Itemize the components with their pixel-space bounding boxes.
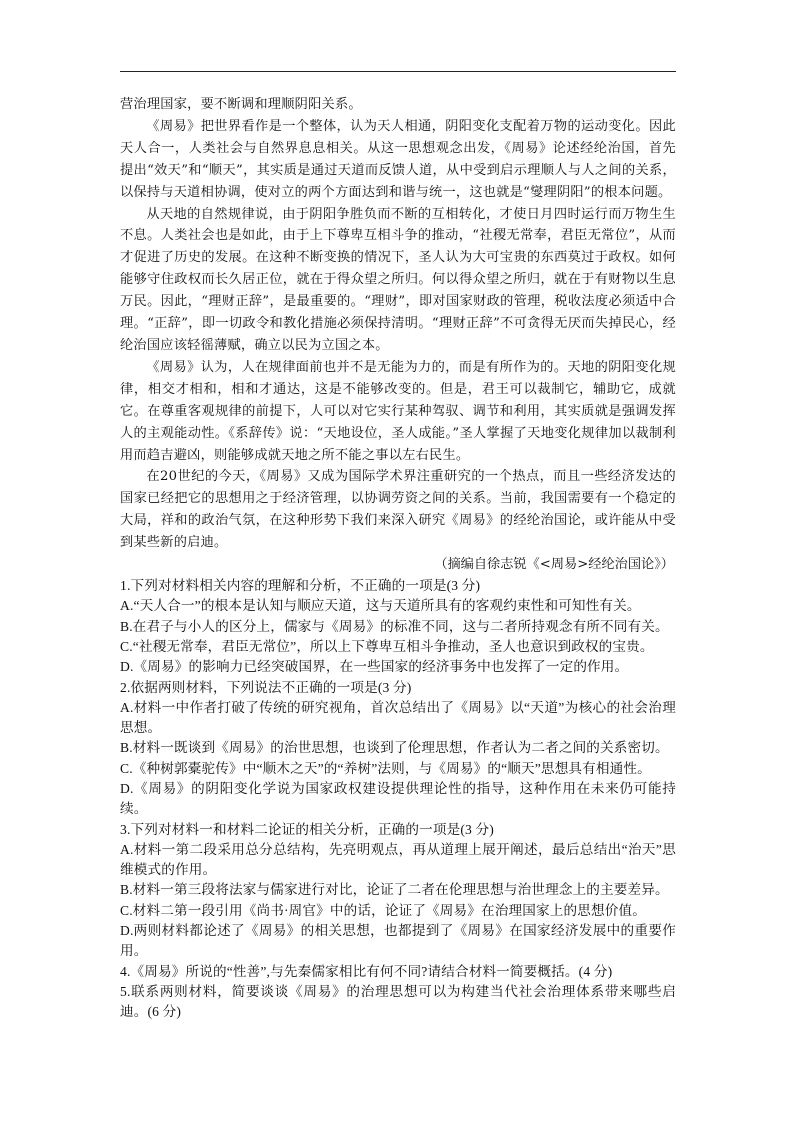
- question-list: [120, 576, 676, 1023]
- question-1-option-b: B.在君子与小人的区分上，儒家与《周易》的标准不同，这与二者所持观念有所不同有关。: [120, 618, 669, 634]
- passage-paragraph: 《周易》认为，人在规律面前也并不是无能为力的，而是有所作为的。天地的阴阳变化规律，相交才相和，相和才通达，这是不能够改变的。但是，君王可以裁制它，辅助它，成就它。在尊重客观规律的前提下，人可以对它实行某种驾驭、调节和利用，其实质就是强调发挥人的主观能动性。《系辞传》说：“天地设位，圣人成能。”圣人掌握了天地变化规律加以裁制利用而趋吉避凶，则能够成就天地之所不能之事以左右民生。: [120, 359, 676, 463]
- question-1-stem: 1.下列对材料相关内容的理解和分析，不正确的一项是(3 分): [120, 578, 481, 594]
- question-4: 4.《周易》所说的“性善”,与先秦儒家相比有何不同?请结合材料一简要概括。(4 分): [120, 963, 613, 979]
- question-3-stem: 3.下列对材料一和材料二论证的相关分析，正确的一项是(3 分): [120, 821, 494, 837]
- question-2-stem: 2.依据两则材料，下列说法不正确的一项是(3 分): [120, 679, 412, 695]
- question-2-option-c: C.《种树郭橐驼传》中“顺木之天”的“养树”法则，与《周易》的“顺天”思想具有相通性。: [120, 760, 651, 776]
- question-1-option-d: D.《周易》的影响力已经突破国界，在一些国家的经济事务中也发挥了一定的作用。: [120, 659, 629, 675]
- question-2-option-d: D.《周易》的阴阳变化学说为国家政权建设提供理论性的指导，这种作用在未来仍可能持续。: [120, 781, 676, 817]
- source-citation: （摘编自徐志锐《<周易>经纶治国论》）: [434, 557, 674, 573]
- passage-paragraph: 《周易》把世界看作是一个整体，认为天人相通，阴阳变化支配着万物的运动变化。因此天人合一，人类社会与自然界息息相关。从这一思想观念出发，《周易》论述经纶治国，首先提出“效天”和“顺天”，其实质是通过天道而反馈人道，从中受到启示理顺人与人之间的关系，以保持与天道相协调，使对立的两个方面达到和谐与统一，这也就是“燮理阴阳”的根本问题。: [120, 118, 676, 200]
- question-3-option-a: A.材料一第二段采用总分总结构，先亮明观点，再从道理上展开阐述，最后总结出“治天”思维模式的作用。: [120, 841, 676, 878]
- question-3-option-b: B.材料一第三段将法家与儒家进行对比，论证了二者在伦理思想与治世理念上的主要差异。: [120, 882, 669, 898]
- question-2-option-a: A.材料一中作者打破了传统的研究视角，首次总结出了《周易》以“天道”为核心的社会治理思想。: [120, 699, 676, 736]
- passage-paragraph: 营治理国家，要不断调和理顺阴阳关系。: [120, 97, 362, 112]
- passage-paragraph: 从天地的自然规律说，由于阴阳争胜负而不断的互相转化，才使日月四时运行而万物生生不息。人类社会也是如此，由于上下尊卑互相斗争的推动，“社稷无常奉，君臣无常位”，从而才促进了历史的发展。在这种不断变换的情况下，圣人认为大可宝贵的东西莫过于政权。如何能够守住政权而长久居正位，就在于得众望之所归。何以得众望之所归，就在于有财物以生息万民。因此，“理财正辞”，是最重要的。“理财”，即对国家财政的管理，税收法度必须适中合理。“正辞”，即一切政令和教化措施必须保持清明。“理财正辞”不可贪得无厌而失掉民心，经纶治国应该轻徭薄赋，确立以民为立国之本。: [120, 206, 676, 353]
- question-1-option-c: C.“社稷无常奉，君臣无常位”，所以上下尊卑互相斗争推动，圣人也意识到政权的宝贵。: [120, 638, 654, 654]
- question-2-option-b: B.材料一既谈到《周易》的治世思想，也谈到了伦理思想，作者认为二者之间的关系密切。: [120, 740, 669, 756]
- document-page: [120, 0, 676, 1123]
- question-3-option-d: D.两则材料都论述了《周易》的相关思想，也都提到了《周易》在国家经济发展中的重要作用。: [120, 923, 676, 959]
- header-rule: [120, 71, 676, 72]
- passage-paragraph: 在20世纪的今天，《周易》又成为国际学术界注重研究的一个热点，而且一些经济发达的国家已经把它的思想用之于经济管理，以协调劳资之间的关系。当前，我国需要有一个稳定的大局，祥和的政治气氛，在这种形势下我们来深入研究《周易》的经纶治国论，或许能从中受到某些新的启迪。: [120, 469, 676, 551]
- question-5: 5.联系两则材料，简要谈谈《周易》的治理思想可以为构建当代社会治理体系带来哪些启迪。(6 分): [120, 983, 676, 1020]
- document-content: [120, 94, 676, 1023]
- question-3-option-c: C.材料二第一段引用《尚书·周官》中的话，论证了《周易》在治理国家上的思想价值。: [120, 902, 646, 918]
- question-1-option-a: A.“天人合一”的根本是认知与顺应天道，这与天道所具有的客观约束性和可知性有关。: [120, 598, 641, 614]
